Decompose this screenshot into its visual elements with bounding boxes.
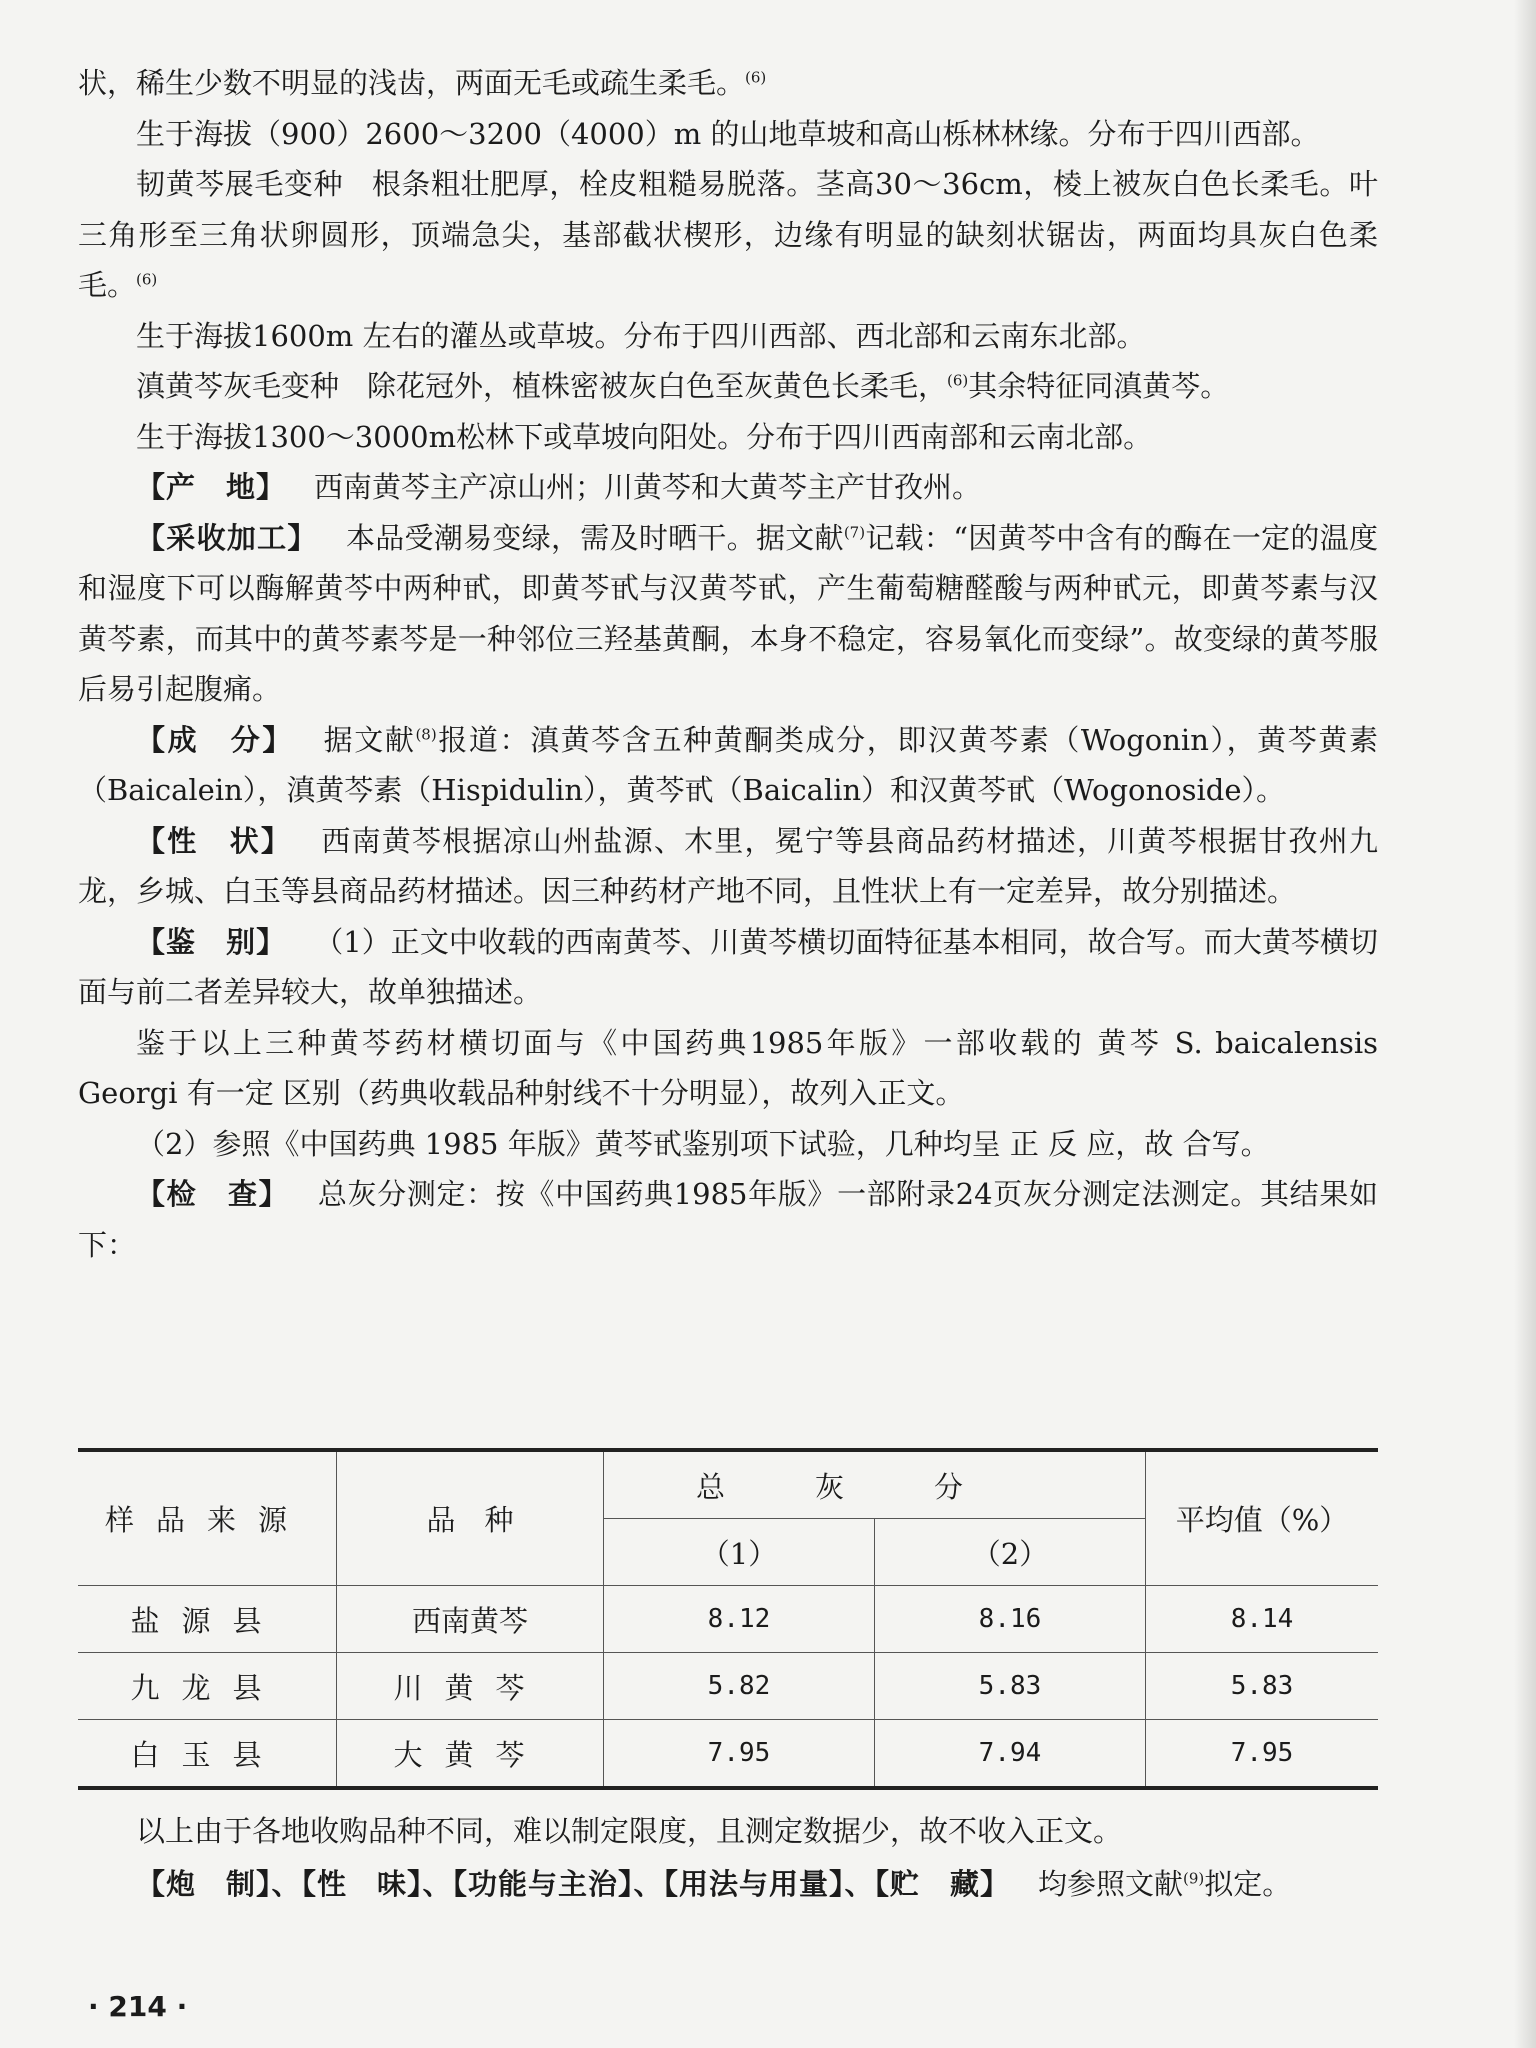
cell-source <box>78 1720 337 1789</box>
cell-text: 九龙县 <box>130 1670 284 1705</box>
text: 鉴于以上三种黄芩药材横切面与《中国药典1985年版》一部收载的 黄芩 S. baicalensis Georgi 有一定 区别（药典收载品种射线不十分明显），故列入正文。 <box>78 1025 1378 1110</box>
table-row <box>78 1586 1378 1653</box>
cell-text: 白玉县 <box>130 1737 284 1772</box>
text: 状，稀生少数不明显的浅齿，两面无毛或疏生柔毛。 <box>78 66 746 100</box>
cell-value-1: 8.12 <box>604 1586 875 1653</box>
header-average <box>1146 1450 1379 1586</box>
header-text: （2） <box>971 1536 1049 1571</box>
text: 本品受潮易变绿，需及时晒干。据文献 <box>345 520 844 555</box>
cell-text: 盐源县 <box>130 1603 284 1638</box>
citation-ref: (6) <box>745 68 767 87</box>
citation-ref: (7) <box>843 522 866 541</box>
section-inspection <box>78 1169 1378 1270</box>
text: 西南黄芩根据凉山州盐源、木里，冕宁等县商品药材描述，川黄芩根据甘孜州九龙，乡城、白玉等县商品药材描述。因三种药材产地不同，且性状上有一定差异，故分别描述。 <box>78 823 1378 908</box>
section-headings: 【炮 制】、【性 味】、【功能与主治】、【用法与用量】、【贮 藏】 <box>136 1867 1011 1901</box>
header-text: 品 种 <box>426 1503 514 1537</box>
text: 记载：“因黄芩中含有的酶在一定的温度和湿度下可以酶解黄芩中两种甙，即黄芩甙与汉黄芩甙，产生葡萄糖醛酸与两种甙元，即黄芩素与汉黄芩素，而其中的黄芩素芩是一种邻位三羟基黄酮，本身不稳定，容易氧化而变绿”。故变绿的黄芩服后易引起腹痛。 <box>78 520 1378 706</box>
cell-value-1: 7.95 <box>604 1720 875 1789</box>
paragraph-note <box>78 1805 1378 1858</box>
text: （1）正文中收载的西南黄芩、川黄芩横切面特征基本相同，故合写。而大黄芩横切面与前二者差异较大，故单独描述。 <box>78 924 1378 1009</box>
cell-average: 5.83 <box>1146 1653 1379 1720</box>
cell-source <box>78 1653 337 1720</box>
text: 生于海拔（900）2600～3200（4000）m 的山地草坡和高山栎林林缘。分布于四川西部。 <box>136 116 1320 151</box>
paragraph-other-sections <box>78 1858 1378 1911</box>
cell-value-1: 5.82 <box>604 1653 875 1720</box>
cell-variety <box>337 1720 604 1789</box>
header-source <box>78 1450 337 1586</box>
cell-average: 8.14 <box>1146 1586 1379 1653</box>
text: 报道：滇黄芩含五种黄酮类成分，即汉黄芩素（Wogonin），黄芩黄素（Baicalein），滇黄芩素（Hispidulin），黄芩甙（Baicalin）和汉黄芩甙（Wogonoside）。 <box>78 722 1378 807</box>
text: 生于海拔1600m 左右的灌丛或草坡。分布于四川西部、西北部和云南东北部。 <box>136 318 1146 353</box>
cell-text: 川黄芩 <box>393 1670 547 1705</box>
paragraph-habitat-3 <box>78 412 1378 463</box>
text: 西南黄芩主产凉山州；川黄芩和大黄芩主产甘孜州。 <box>314 470 982 504</box>
section-heading: 【产 地】 <box>136 470 287 504</box>
header-total-ash <box>604 1450 1146 1519</box>
page-number: · 214 · <box>88 1990 188 2023</box>
header-text: （1） <box>700 1536 778 1571</box>
section-origin <box>78 462 1378 513</box>
section-heading: 【性 状】 <box>136 823 293 858</box>
cell-variety <box>337 1653 604 1720</box>
citation-ref: (6) <box>947 371 969 390</box>
cell-value-2: 8.16 <box>874 1586 1145 1653</box>
text: 拟定。 <box>1204 1867 1292 1901</box>
header-trial-1 <box>604 1519 875 1586</box>
citation-ref: (6) <box>136 270 158 289</box>
section-heading: 【鉴 别】 <box>136 924 287 959</box>
variety-name: 韧黄芩展毛变种 <box>136 167 344 201</box>
section-heading: 【成 分】 <box>136 722 295 757</box>
header-text: 平均值（%） <box>1175 1503 1349 1537</box>
citation-ref: (8) <box>415 724 437 743</box>
page-binding-edge <box>1514 0 1536 2048</box>
text: 以上由于各地收购品种不同，难以制定限度，且测定数据少，故不收入正文。 <box>136 1814 1123 1848</box>
cell-value-2: 5.83 <box>874 1653 1145 1720</box>
section-identification <box>78 917 1378 1018</box>
paragraph-variety-2 <box>78 361 1378 412</box>
paragraph-variety-1 <box>78 159 1378 311</box>
cell-average: 7.95 <box>1146 1720 1379 1789</box>
cell-text: 西南黄芩 <box>411 1603 528 1638</box>
cell-source <box>78 1586 337 1653</box>
section-heading: 【采收加工】 <box>136 520 318 555</box>
header-text: 总灰分 <box>695 1469 1053 1504</box>
section-components <box>78 715 1378 816</box>
text: 均参照文献 <box>1038 1867 1184 1901</box>
variety-name: 滇黄芩灰毛变种 <box>136 369 340 403</box>
text: 根条粗壮肥厚，栓皮粗糙易脱落。茎高30～36cm，棱上被灰白色长柔毛。叶三角形至三角状卵圆形，顶端急尖，基部截状楔形，边缘有明显的缺刻状锯齿，两面均具灰白色柔毛。 <box>78 167 1378 302</box>
text: 总灰分测定：按《中国药典1985年版》一部附录24页灰分测定法测定。其结果如下： <box>78 1177 1378 1262</box>
paragraph-habitat-1 <box>78 109 1378 160</box>
text: （2）参照《中国药典 1985 年版》黄芩甙鉴别项下试验，几种均呈 正 反 应，故 合写。 <box>136 1126 1270 1161</box>
table-row <box>78 1720 1378 1789</box>
section-heading: 【检 查】 <box>136 1177 290 1211</box>
header-trial-2 <box>874 1519 1145 1586</box>
paragraph-identification-3 <box>78 1119 1378 1170</box>
section-properties <box>78 816 1378 917</box>
text: 除花冠外，植株密被灰白色至灰黄色长柔毛， <box>367 369 948 403</box>
cell-value-2: 7.94 <box>874 1720 1145 1789</box>
citation-ref: (9) <box>1183 1869 1205 1888</box>
table-header-row <box>78 1450 1378 1519</box>
table-row <box>78 1653 1378 1720</box>
paragraph-identification-2 <box>78 1018 1378 1119</box>
closing-text <box>78 1805 1378 1911</box>
ash-content-table <box>78 1448 1378 1790</box>
text: 据文献 <box>322 722 416 757</box>
cell-variety <box>337 1586 604 1653</box>
text: 其余特征同滇黄芩。 <box>968 369 1230 403</box>
header-text: 样品来源 <box>104 1503 309 1537</box>
paragraph-habitat-2 <box>78 311 1378 362</box>
text: 生于海拔1300～3000m松林下或草坡向阳处。分布于四川西南部和云南北部。 <box>136 419 1153 454</box>
cell-text: 大黄芩 <box>393 1737 547 1772</box>
body-text <box>78 58 1378 1270</box>
section-harvest <box>78 513 1378 715</box>
header-variety <box>337 1450 604 1586</box>
paragraph-leaf-description <box>78 58 1378 109</box>
